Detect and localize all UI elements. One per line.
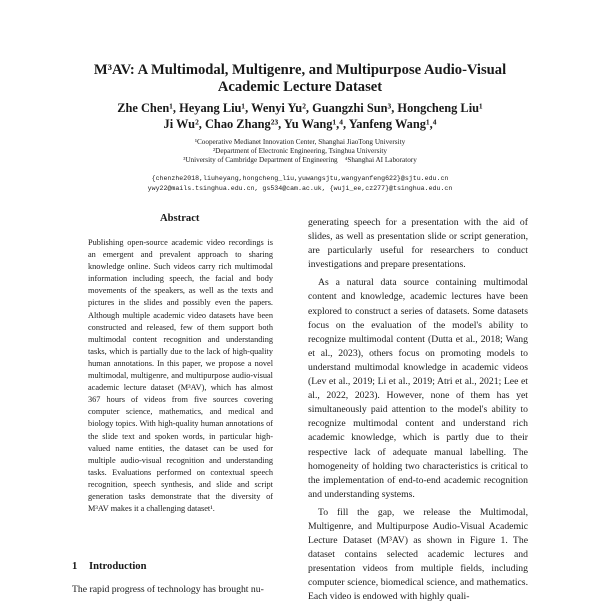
section-number: 1 xyxy=(72,561,78,572)
affiliation-2: ²Department of Electronic Engineering, Tsinghua University xyxy=(213,147,387,155)
paragraph-1: generating speech for a presentation with the aid of slides, as well as presentation slide or script generation, are particularly useful for researchers to conduct investigations and prepare presentations. xyxy=(308,217,528,271)
paragraph-3: To fill the gap, we release the Multimodal, Multigenre, and Multipurpose Audio-Visual Academic Lecture Dataset (M³AV) as shown in Figure 1. The dataset contains selected academic lectures and presentation videos from multiple fields, including computer science, biomedical science, and mathematics. Each video is endowed with highly quali- xyxy=(308,506,528,603)
paper-title xyxy=(0,62,600,96)
abstract-text: Publishing open-source academic video recordings is an emergent and prevalent approach to sharing knowledge online. Such videos carry rich multimodal information including speech, the facial and body movements of the speakers, as well as the texts and pictures in the slides and possibly even the papers. Although multiple academic video datasets have been constructed and released, few of them support both multimodal content recognition and understanding tasks, which is partially due to the lack of high-quality human annotations. In this paper, we propose a novel multimodal, multigenre, and multipurpose audio-visual academic lecture dataset (M³AV), which has almost 367 hours of videos from five sources covering computer science, mathematics, and medical and biology topics. With high-quality human annotations of the slide text and spoken words, in particular high-valued name entities, the dataset can be used for multiple audio-visual recognition and understanding tasks. Evaluations performed on contextual speech recognition, speech synthesis, and slide and script generation tasks demonstrate that the diversity of M³AV makes it a challenging dataset¹. xyxy=(88,238,273,514)
authors-line-1: Zhe Chen¹, Heyang Liu¹, Wenyi Yu², Guangzhi Sun³, Hongcheng Liu¹ xyxy=(117,101,483,115)
author-emails xyxy=(0,174,600,194)
affiliation-1: ¹Cooperative Medianet Innovation Center, Shanghai JiaoTong University xyxy=(194,138,406,146)
author-list xyxy=(0,100,600,132)
abstract-heading: Abstract xyxy=(160,213,200,224)
email-line-2: ywy22@mails.tsinghua.edu.cn, gs534@cam.ac.uk, {wuji_ee,cz277}@tsinghua.edu.cn xyxy=(147,185,453,192)
introduction-text: The rapid progress of technology has brought nu- xyxy=(72,584,264,595)
right-column xyxy=(308,216,528,609)
section-title: Introduction xyxy=(89,561,147,572)
affiliation-3: ³University of Cambridge Department of Engineering ⁴Shanghai AI Laboratory xyxy=(183,156,417,164)
paragraph-2: As a natural data source containing multimodal content and knowledge, academic lectures have been explored to construct a series of datasets. Some datasets focus on the evaluation of the model's ability to recognize multimodal content (Dutta et al., 2018; Wang et al., 2023), others focus on promoting models to understand multimodal knowledge in academic videos (Lev et al., 2019; Li et al., 2019; Atri et al., 2021; Lee et al., 2022, 2023). However, none of them has yet simultaneously paid attention to the model's ability to recognize multimodal content and understand rich academic knowledge, which is partly due to their respective lack of adequate manual labelling. The homogeneity of holding two characteristics is critical to the implementation of end-to-end academic recognition and understanding systems. xyxy=(308,277,528,500)
title-line-2: Academic Lecture Dataset xyxy=(217,79,383,95)
affiliations xyxy=(0,138,600,165)
authors-line-2: Ji Wu², Chao Zhang²³, Yu Wang¹,⁴, Yanfeng Wang¹,⁴ xyxy=(163,117,437,131)
section-heading-introduction xyxy=(72,561,147,572)
title-line-1: M³AV: A Multimodal, Multigenre, and Multipurpose Audio-Visual xyxy=(93,62,507,78)
email-line-1: {chenzhe2018,liuheyang,hongcheng_liu,yuwangsjtu,wangyanfeng622}@sjtu.edu.cn xyxy=(151,175,449,182)
